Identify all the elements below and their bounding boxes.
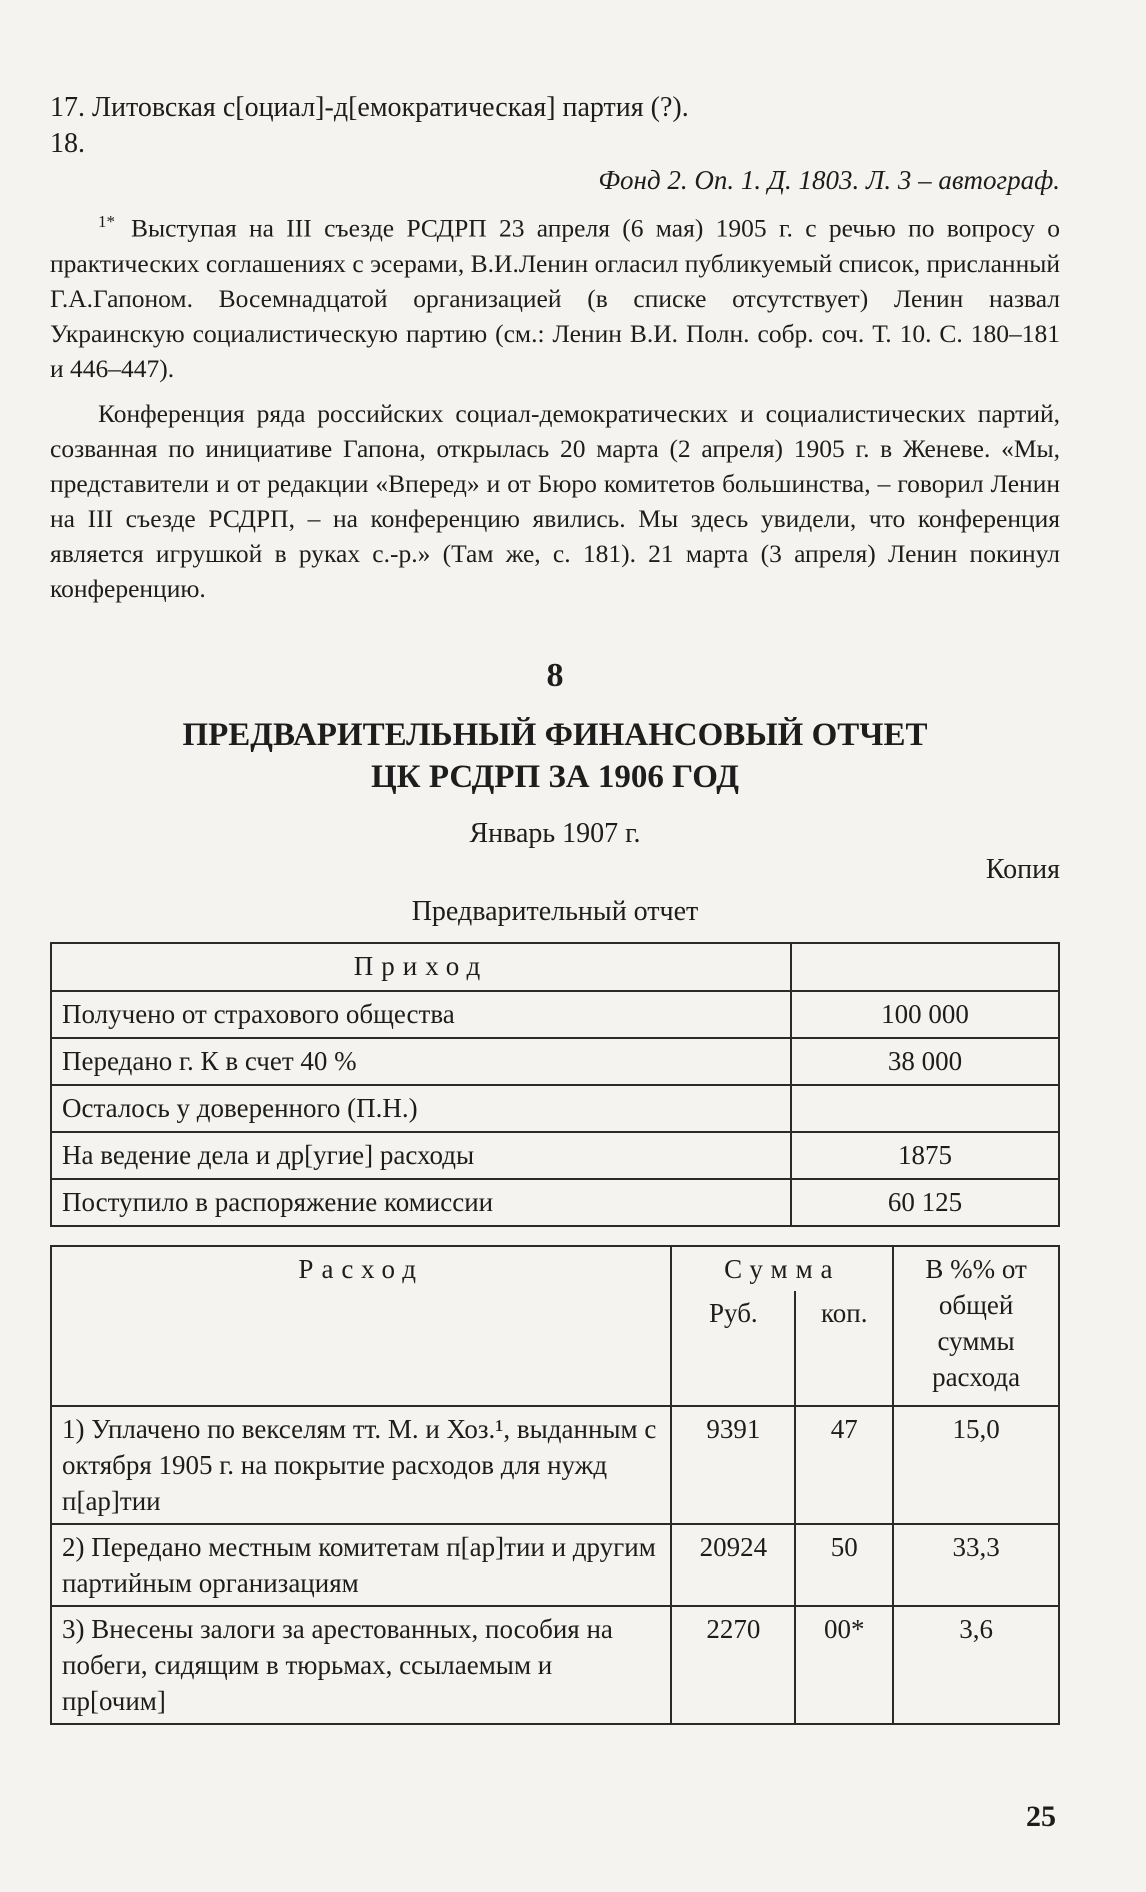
title-line-1: ПРЕДВАРИТЕЛЬНЫЙ ФИНАНСОВЫЙ ОТЧЕТ: [182, 716, 928, 753]
table-row: [51, 991, 1059, 1038]
expense-header-row: [51, 1246, 1059, 1291]
table-row: [51, 1606, 1059, 1724]
commentary-paragraph: Конференция ряда российских социал-демократических и социалистических партий, созванная по инициативе Гапона, открылась 20 марта (2 апреля) 1905 г. в Женеве. «Мы, представители и от редакции «Вперед» и от Бюро комитетов большинства, – говорил Ленин на III съезде РСДРП, – на конференцию явились. Мы здесь увидели, что конференция является игрушкой в руках с.-р.» (Там же, с. 181). 21 марта (3 апреля) Ленин покинул конференцию.: [50, 398, 1060, 603]
document-title: [50, 714, 1060, 798]
income-amount: [791, 1085, 1059, 1132]
list-item-18: 18.: [50, 128, 85, 159]
expense-kop: 47: [795, 1406, 893, 1524]
expense-table: [50, 1245, 1060, 1725]
kop-header: коп.: [795, 1291, 893, 1406]
archive-source-reference: Фонд 2. Оп. 1. Д. 1803. Л. 3 – автограф.: [598, 165, 1060, 195]
expense-desc: 1) Уплачено по векселям тт. М. и Хоз.¹, выданным с октября 1905 г. на покрытие расходов для нужд п[ар]тии: [51, 1406, 671, 1524]
income-table: [50, 942, 1060, 1227]
percent-header: В %% от общей суммы расхода: [893, 1246, 1059, 1406]
income-amount: 100 000: [791, 991, 1059, 1038]
sum-header: Сумма: [671, 1246, 893, 1291]
income-label: На ведение дела и др[угие] расходы: [51, 1132, 791, 1179]
expense-pct: 33,3: [893, 1524, 1059, 1606]
expense-desc: 2) Передано местным комитетам п[ар]тии и другим партийным организациям: [51, 1524, 671, 1606]
table-row: [51, 1179, 1059, 1226]
income-label: Поступило в распоряжение комиссии: [51, 1179, 791, 1226]
rub-header: Руб.: [671, 1291, 795, 1406]
footnote: [50, 204, 1060, 386]
expense-pct: 3,6: [893, 1606, 1059, 1724]
income-label: Получено от страхового общества: [51, 991, 791, 1038]
report-subtitle: Предварительный отчет: [411, 895, 699, 927]
expense-header: Расход: [51, 1246, 671, 1406]
expense-rub: 9391: [671, 1406, 795, 1524]
income-amount: 60 125: [791, 1179, 1059, 1226]
income-header: Приход: [51, 943, 791, 991]
expense-rub: 2270: [671, 1606, 795, 1724]
title-line-2: ЦК РСДРП ЗА 1906 ГОД: [370, 758, 740, 795]
footnote-text: Выступая на III съезде РСДРП 23 апреля (6 мая) 1905 г. с речью по вопросу о практических соглашениях с эсерами, В.И.Ленин огласил публикуемый список, присланный Г.А.Гапоном. Восемнадцатой организацией (в списке отсутствует) Ленин назвал Украинскую социалистическую партию (см.: Ленин В.И. Полн. собр. соч. Т. 10. С. 180–181 и 446–447).: [50, 213, 1060, 383]
list-item-17: 17. Литовская с[оциал]-д[емократическая] партия (?).: [50, 92, 689, 123]
income-header-amount: [791, 943, 1059, 991]
expense-pct: 15,0: [893, 1406, 1059, 1524]
table-row: [51, 1132, 1059, 1179]
income-amount: 1875: [791, 1132, 1059, 1179]
table-row: [51, 1085, 1059, 1132]
table-row: [51, 1524, 1059, 1606]
document-date: Январь 1907 г.: [469, 817, 641, 849]
income-amount: 38 000: [791, 1038, 1059, 1085]
income-label: Передано г. К в счет 40 %: [51, 1038, 791, 1085]
document-number: 8: [546, 656, 564, 694]
table-row: [51, 1406, 1059, 1524]
copy-label: Копия: [985, 853, 1060, 885]
income-label: Осталось у доверенного (П.Н.): [51, 1085, 791, 1132]
expense-kop: 50: [795, 1524, 893, 1606]
expense-rub: 20924: [671, 1524, 795, 1606]
table-row: [51, 1038, 1059, 1085]
page-number: 25: [1026, 1800, 1056, 1833]
income-header-row: [51, 943, 1059, 991]
expense-kop: 00*: [795, 1606, 893, 1724]
page-content: [50, 90, 1060, 1725]
footnote-marker: 1*: [98, 212, 115, 231]
expense-desc: 3) Внесены залоги за арестованных, пособия на побеги, сидящим в тюрьмах, ссылаемым и пр[очим]: [51, 1606, 671, 1724]
